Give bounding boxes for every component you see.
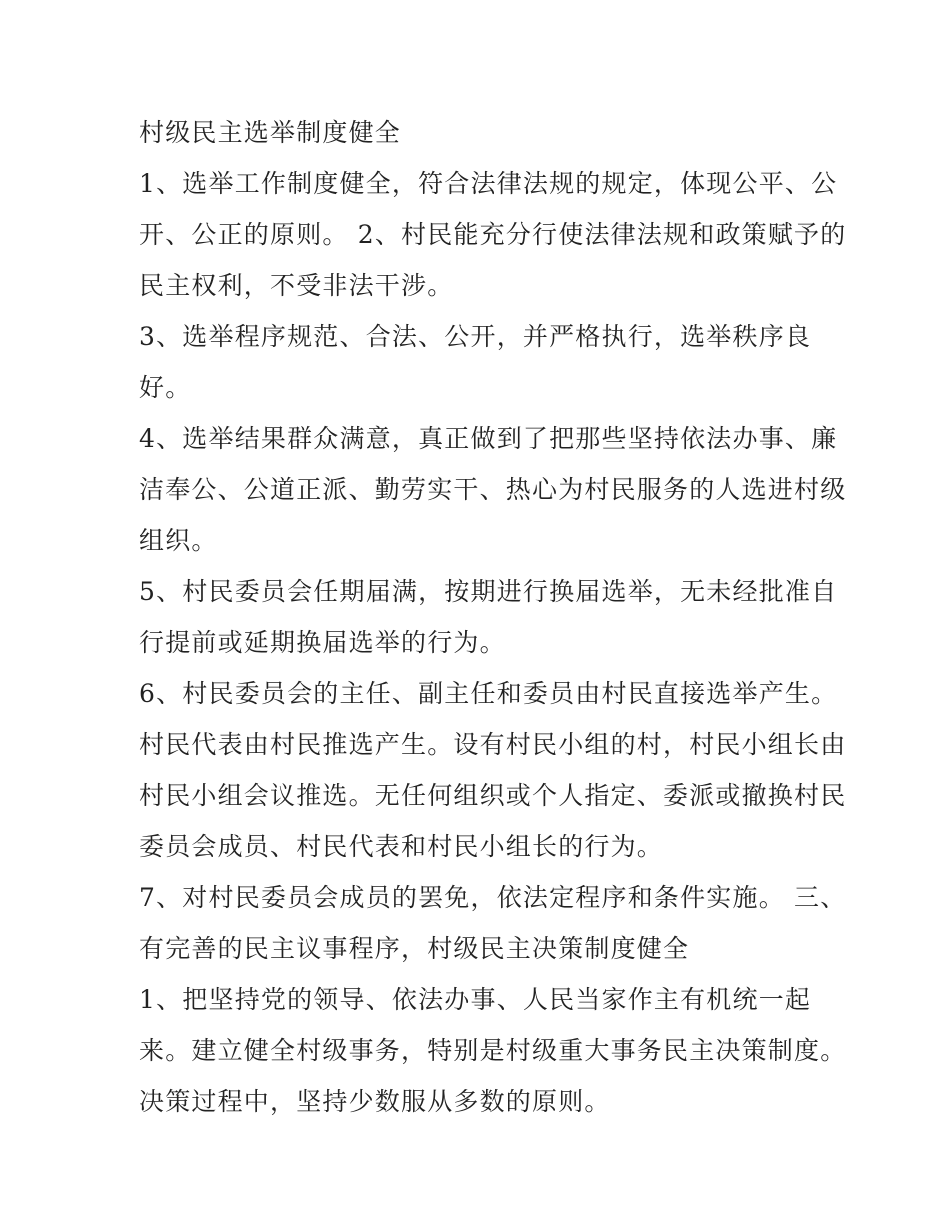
text-line: 4、选举结果群众满意，真正做到了把那些坚持依法办事、廉 [139, 424, 838, 453]
text-line: 5、村民委员会任期届满，按期进行换届选举，无未经批准自 [139, 577, 838, 606]
text-line: 7、对村民委员会成员的罢免，依法定程序和条件实施。 三、 [139, 883, 847, 912]
text-line: 行提前或延期换届选举的行为。 [139, 628, 506, 657]
text-line: 组织。 [139, 526, 218, 555]
text-line: 有完善的民主议事程序，村级民主决策制度健全 [139, 934, 690, 963]
text-line: 村民小组会议推选。无任何组织或个人指定、委派或撤换村民 [139, 781, 847, 810]
text-line: 6、村民委员会的主任、副主任和委员由村民直接选举产生。 [139, 679, 838, 708]
text-line: 委员会成员、村民代表和村民小组长的行为。 [139, 832, 664, 861]
text-line: 民主权利，不受非法干涉。 [139, 271, 454, 300]
text-line: 3、选举程序规范、合法、公开，并严格执行，选举秩序良 [139, 322, 812, 351]
text-line: 好。 [139, 373, 192, 402]
section-heading: 村级民主选举制度健全 [139, 118, 402, 147]
document-body [139, 107, 847, 1127]
text-line: 决策过程中，坚持少数服从多数的原则。 [139, 1087, 611, 1116]
text-line: 1、把坚持党的领导、依法办事、人民当家作主有机统一起 [139, 985, 812, 1014]
text-line: 洁奉公、公道正派、勤劳实干、热心为村民服务的人选进村级 [139, 475, 847, 504]
text-line: 来。建立健全村级事务，特别是村级重大事务民主决策制度。 [139, 1036, 847, 1065]
text-line: 开、公正的原则。 2、村民能充分行使法律法规和政策赋予的 [139, 220, 847, 249]
text-line: 村民代表由村民推选产生。设有村民小组的村，村民小组长由 [139, 730, 847, 759]
text-line: 1、选举工作制度健全，符合法律法规的规定，体现公平、公 [139, 169, 838, 198]
